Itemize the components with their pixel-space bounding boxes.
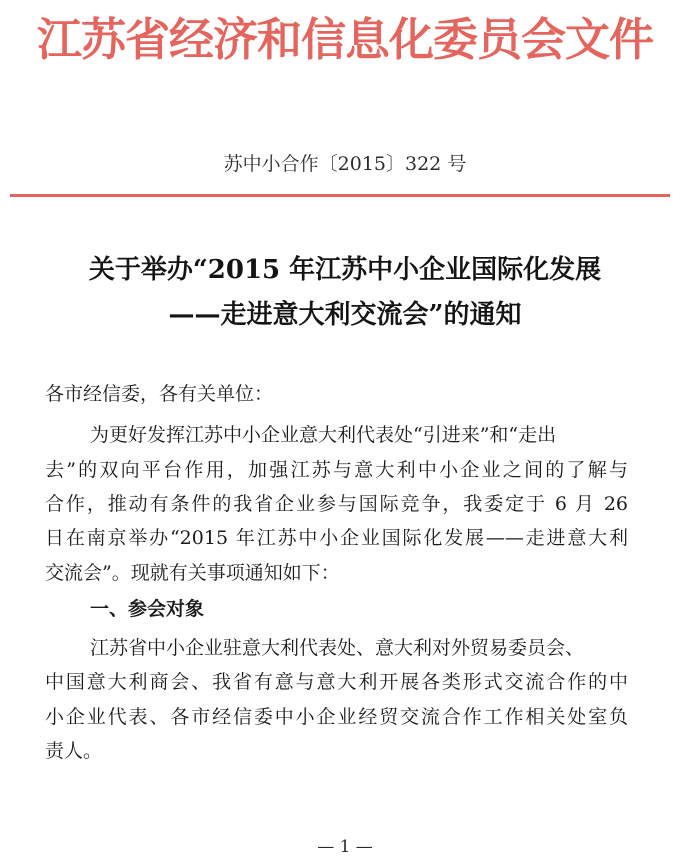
paragraph-line: 合作，推动有条件的我省企业参与国际竞争，我委定于 6 月 26 bbox=[45, 493, 628, 515]
section-line: 责人。 bbox=[45, 740, 103, 762]
paragraph-line: 去”的双向平台作用，加强江苏与意大利中小企业之间的了解与 bbox=[45, 459, 628, 481]
notice-title-line-2: ——走进意大利交流会”的通知 bbox=[168, 300, 522, 330]
document-number: 苏中小合作〔2015〕322 号 bbox=[223, 153, 467, 175]
paragraph-line: 交流会”。现就有关事项通知如下： bbox=[45, 562, 340, 584]
section-line: 江苏省中小企业驻意大利代表处、意大利对外贸易委员会、 bbox=[90, 637, 585, 659]
paragraph-line: 为更好发挥江苏中小企业意大利代表处“引进来”和“走出 bbox=[90, 424, 557, 446]
paragraph-line: 日在南京举办“2015 年江苏中小企业国际化发展——走进意大利 bbox=[45, 527, 628, 549]
page-number: — 1 — bbox=[317, 837, 373, 857]
notice-title-line-1: 关于举办“2015 年江苏中小企业国际化发展 bbox=[88, 255, 602, 285]
section-line: 中国意大利商会、我省有意与意大利开展各类形式交流合作的中 bbox=[45, 671, 628, 693]
red-divider-line bbox=[10, 194, 670, 197]
salutation: 各市经信委，各有关单位： bbox=[45, 383, 274, 405]
section-line: 小企业代表、各市经信委中小企业经贸交流合作工作相关处室负 bbox=[45, 706, 628, 728]
agency-header-title: 江苏省经济和信息化委员会文件 bbox=[36, 13, 653, 66]
section-heading: 一、参会对象 bbox=[90, 598, 205, 620]
